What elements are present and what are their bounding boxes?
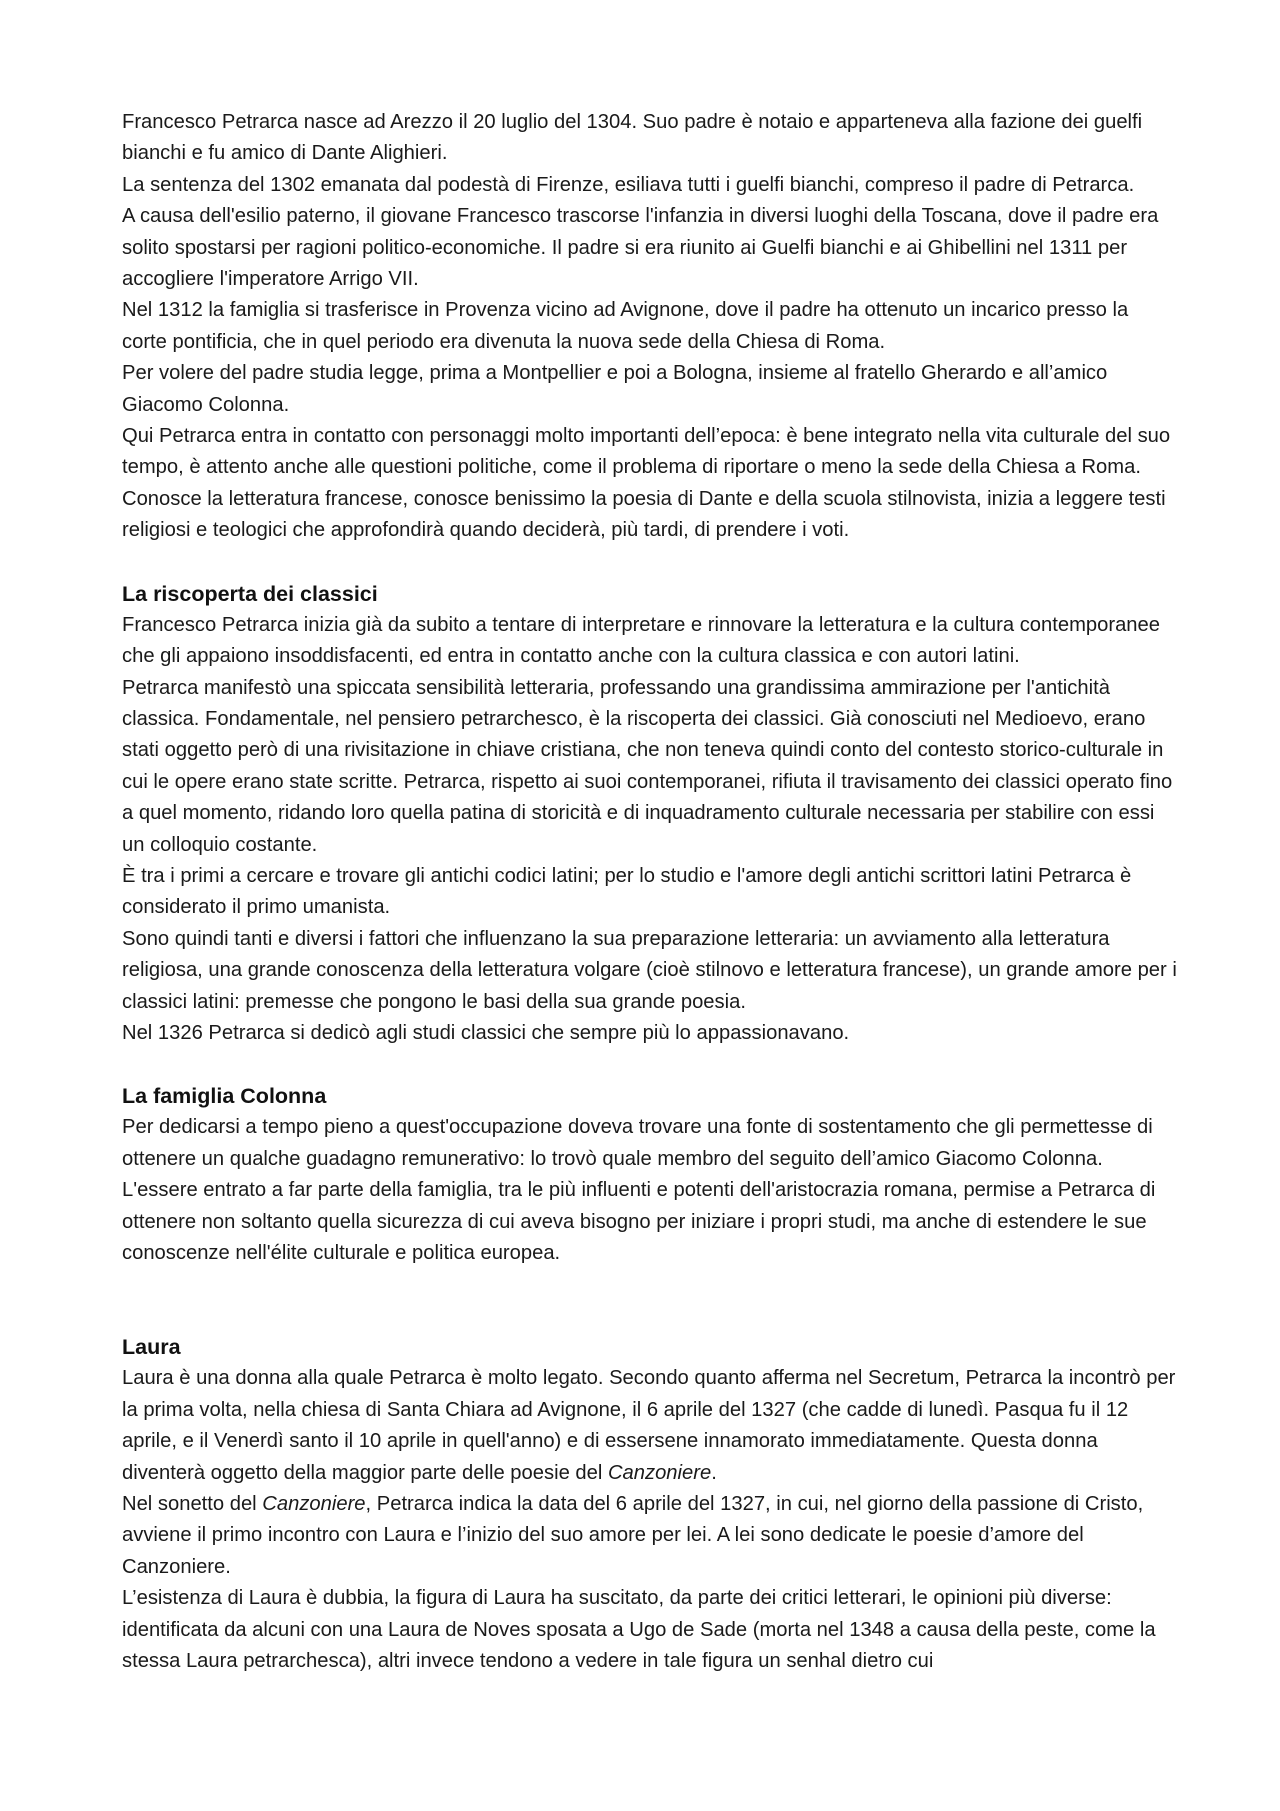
classici-heading: La riscoperta dei classici (122, 581, 378, 606)
laura-paragraph-1-end: . (711, 1461, 717, 1484)
classici-paragraph-5: Nel 1326 Petrarca si dedicò agli studi classici che sempre più lo appassionavano. (122, 1021, 850, 1044)
classici-paragraph-2: Petrarca manifestò una spiccata sensibilità letteraria, professando una grandissima ammirazione per l'antichità classica. Fondamentale, nel pensiero petrarchesco, è la riscoperta dei classici. Già conosciuti nel Medioevo, erano stati oggetto però di una rivisitazione in chiave cristiana, che non teneva quindi conto del contesto storico-culturale in cui le opere erano state scritte. Petrarca, rispetto ai suoi contemporanei, rifiuta il travisamento dei classici operato fino a quel momento, ridando loro quella patina di storicità e di inquadramento culturale necessaria per stabilire con essi un colloquio costante. (122, 676, 1173, 856)
classici-paragraph-3: È tra i primi a cercare e trovare gli antichi codici latini; per lo studio e l'amore degli antichi scrittori latini Petrarca è considerato il primo umanista. (122, 864, 1132, 919)
intro-paragraph-7: Conosce la letteratura francese, conosce benissimo la poesia di Dante e della scuola stilnovista, inizia a leggere testi religiosi e teologici che approfondirà quando deciderà, più tardi, di prendere i voti. (122, 487, 1166, 542)
intro-paragraph-5: Per volere del padre studia legge, prima a Montpellier e poi a Bologna, insieme al fratello Gherardo e all’amico Giacomo Colonna. (122, 362, 1108, 416)
intro-paragraph-2: La sentenza del 1302 emanata dal podestà di Firenze, esiliava tutti i guelfi bianchi, compreso il padre di Petrarca. (122, 173, 1135, 196)
laura-heading: Laura (122, 1335, 181, 1360)
classici-paragraph-1: Francesco Petrarca inizia già da subito a tentare di interpretare e rinnovare la letteratura e la cultura contemporanee che gli appaiono insoddisfacenti, ed entra in contatto anche con la cultura classica e con autori latini. (122, 613, 1160, 668)
laura-section (122, 1331, 1177, 1677)
laura-paragraph-3: L’esistenza di Laura è dubbia, la figura di Laura ha suscitato, da parte dei critici letterari, le opinioni più diverse: identificata da alcuni con una Laura de Noves sposata a Ugo de Sade (morta nel 1348 a causa della peste, come la stessa Laura petrarchesca), altri invece tendono a vedere in tale figura un senhal dietro cui (122, 1587, 1156, 1673)
intro-section (122, 107, 1177, 547)
document-page (122, 107, 1177, 1677)
intro-paragraph-6: Qui Petrarca entra in contatto con personaggi molto importanti dell’epoca: è bene integrato nella vita culturale del suo tempo, è attento anche alle questioni politiche, come il problema di riportare o meno la sede della Chiesa a Roma. (122, 425, 1171, 479)
laura-paragraph-2-text: , Petrarca indica la data del 6 aprile del 1327, in cui, nel giorno della passione di Cristo, avviene il primo incontro con Laura e l’inizio del suo amore per lei. A lei sono dedicate le poesie d’amore del Canzoniere. (122, 1493, 1144, 1578)
canzoniere-title: Canzoniere (607, 1461, 712, 1484)
laura-paragraph-1-text: Laura è una donna alla quale Petrarca è molto legato. Secondo quanto afferma nel Secretum, Petrarca la incontrò per la prima volta, nella chiesa di Santa Chiara ad Avignone, il 6 aprile del 1327 (che cadde di lunedì. Pasqua fu il 12 aprile, e il Venerdì santo il 10 aprile in quell'anno) e di essersene innamorato immediatamente. Questa donna diventerà oggetto della maggior parte delle poesie del (122, 1367, 1176, 1484)
colonna-section (122, 1080, 1177, 1269)
colonna-heading: La famiglia Colonna (122, 1084, 327, 1109)
intro-paragraph-4: Nel 1312 la famiglia si trasferisce in Provenza vicino ad Avignone, dove il padre ha ottenuto un incarico presso la corte pontificia, che in quel periodo era divenuta la nuova sede della Chiesa di Roma. (122, 299, 1129, 353)
laura-paragraph-2-start: Nel sonetto del (122, 1493, 263, 1516)
laura-paragraph-2 (122, 1489, 1177, 1583)
colonna-paragraph-1: Per dedicarsi a tempo pieno a quest'occupazione doveva trovare una fonte di sostentamento che gli permettesse di ottenere un qualche guadagno remunerativo: lo trovò quale membro del seguito dell’amico Giacomo Colonna. L'essere entrato a far parte della famiglia, tra le più influenti e potenti dell'aristocrazia romana, permise a Petrarca di ottenere non soltanto quella sicurezza di cui aveva bisogno per iniziare i propri studi, ma anche di estendere le sue conoscenze nell'élite culturale e politica europea. (122, 1116, 1156, 1264)
canzoniere-title: Canzoniere (262, 1493, 366, 1516)
intro-paragraph-3: A causa dell'esilio paterno, il giovane Francesco trascorse l'infanzia in diversi luoghi della Toscana, dove il padre era solito spostarsi per ragioni politico-economiche. Il padre si era riunito ai Guelfi bianchi e ai Ghibellini nel 1311 per accogliere l'imperatore Arrigo VII. (122, 205, 1159, 291)
intro-paragraph-1: Francesco Petrarca nasce ad Arezzo il 20 luglio del 1304. Suo padre è notaio e apparteneva alla fazione dei guelfi bianchi e fu amico di Dante Alighieri. (122, 111, 1143, 165)
classici-section (122, 578, 1177, 1050)
laura-paragraph-1 (122, 1363, 1177, 1489)
classici-paragraph-4: Sono quindi tanti e diversi i fattori che influenzano la sua preparazione letteraria: un avviamento alla letteratura religiosa, una grande conoscenza della letteratura volgare (cioè stilnovo e letteratura francese), un grande amore per i classici latini: premesse che pongono le basi della sua grande poesia. (122, 927, 1177, 1013)
